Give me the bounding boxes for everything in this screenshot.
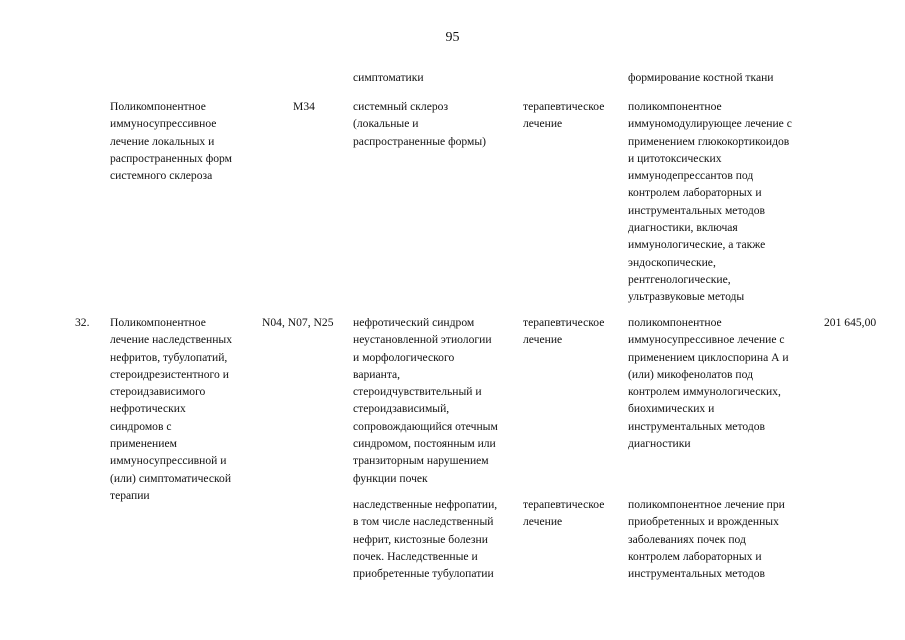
cell-line: системный склероз — [353, 100, 449, 113]
cell-line: применением циклоспорина А и — [628, 350, 789, 364]
cell-line: нефрит, кистозные болезни — [353, 532, 488, 546]
cell-line: формирование костной ткани — [628, 71, 774, 84]
cell-line: поликомпонентное — [628, 100, 722, 113]
cell-line: биохимических и — [628, 402, 715, 416]
cell-line: иммунодепрессантов под — [628, 169, 754, 183]
methods-cell — [628, 314, 789, 452]
cell-line: симптоматики — [353, 71, 424, 84]
cell-line: наследственные нефропатии, — [353, 498, 498, 511]
continuation-methods-cell — [628, 69, 774, 86]
cell-line: нефротических — [110, 402, 186, 416]
treatment-cell — [523, 314, 604, 349]
cell-line: нефритов, тубулопатий, — [110, 350, 228, 364]
cell-line: диагностики, включая — [628, 221, 738, 235]
cell-line: стероидрезистентного и — [110, 367, 229, 381]
cell-line: (локальные и — [353, 117, 419, 131]
cell-line: нефротический синдром — [353, 316, 475, 329]
cell-line: применением глюкокортикоидов — [628, 134, 790, 148]
methods-cell — [628, 98, 792, 306]
cell-line: Поликомпонентное — [110, 100, 206, 113]
cell-line: и морфологического — [353, 350, 455, 364]
cell-line: лечение — [523, 333, 563, 347]
cell-line: транзиторным нарушением — [353, 454, 489, 468]
cell-line: инструментальных методов — [628, 203, 765, 217]
cell-line: лечение локальных и — [110, 134, 215, 148]
cell-line: поликомпонентное — [628, 316, 722, 329]
cell-line: Поликомпонентное — [110, 316, 206, 329]
cell-line: эндоскопические, — [628, 255, 716, 269]
cell-line: стероидзависимого — [110, 385, 206, 399]
cell-line: инструментальных методов — [628, 567, 765, 581]
cell-line: применением — [110, 437, 177, 451]
cell-line: неустановленной этиологии — [353, 333, 492, 347]
cell-line: синдромов с — [110, 419, 172, 433]
diseases-cell — [353, 496, 497, 582]
continuation-diseases-cell — [353, 69, 424, 86]
cell-line: иммуносупрессивное — [110, 117, 217, 131]
cell-line: распространенные формы) — [353, 134, 486, 148]
cell-line: системного склероза — [110, 169, 213, 183]
name-cell — [110, 314, 232, 504]
cell-line: синдромом, постоянным или — [353, 437, 496, 451]
cell-line: контролем лабораторных и — [628, 186, 762, 200]
codes-cell: N04, N07, N25 — [262, 316, 334, 329]
name-cell — [110, 98, 232, 184]
cell-line: иммуномодулирующее лечение с — [628, 117, 792, 131]
methods-cell — [628, 496, 785, 582]
cell-line: функции почек — [353, 471, 428, 485]
cell-line: терапевтическое — [523, 100, 605, 113]
cell-line: стероидзависимый, — [353, 402, 450, 416]
diseases-cell — [353, 98, 486, 150]
cell-line: терапевтическое — [523, 316, 605, 329]
cell-line: диагностики — [628, 437, 691, 451]
cell-line: контролем иммунологических, — [628, 385, 781, 399]
cell-line: иммуносупрессивной и — [110, 454, 227, 468]
treatment-cell — [523, 98, 604, 133]
treatment-cell — [523, 496, 604, 531]
cost-cell: 201 645,00 — [824, 316, 877, 329]
cell-line: и цитотоксических — [628, 151, 722, 165]
cell-line: заболеваниях почек под — [628, 532, 746, 546]
cell-line: (или) симптоматической — [110, 471, 232, 485]
diseases-cell — [353, 314, 498, 487]
cell-line: в том числе наследственный — [353, 515, 494, 529]
cell-line: инструментальных методов — [628, 419, 765, 433]
cell-line: поликомпонентное лечение при — [628, 498, 785, 511]
cell-line: иммуносупрессивное лечение с — [628, 333, 785, 347]
cell-line: приобретенных и врожденных — [628, 515, 779, 529]
row-number-cell: 32. — [75, 316, 90, 329]
cell-line: распространенных форм — [110, 151, 232, 165]
codes-cell: M34 — [293, 100, 315, 113]
cell-line: лечение — [523, 117, 563, 131]
cell-line: иммунологические, а также — [628, 238, 766, 252]
cell-line: контролем лабораторных и — [628, 549, 762, 563]
cell-line: терапии — [110, 488, 150, 502]
page-number: 95 — [445, 30, 460, 45]
cell-line: рентгенологические, — [628, 272, 731, 286]
cell-line: (или) микофенолатов под — [628, 367, 753, 381]
cell-line: лечение — [523, 515, 563, 529]
cell-line: сопровождающийся отечным — [353, 419, 498, 433]
cell-line: терапевтическое — [523, 498, 605, 511]
cell-line: варианта, — [353, 367, 401, 381]
cell-line: стероидчувствительный и — [353, 385, 482, 399]
cell-line: ультразвуковые методы — [628, 290, 745, 304]
cell-line: лечение наследственных — [110, 333, 233, 347]
cell-line: почек. Наследственные и — [353, 549, 478, 563]
cell-line: приобретенные тубулопатии — [353, 567, 494, 581]
